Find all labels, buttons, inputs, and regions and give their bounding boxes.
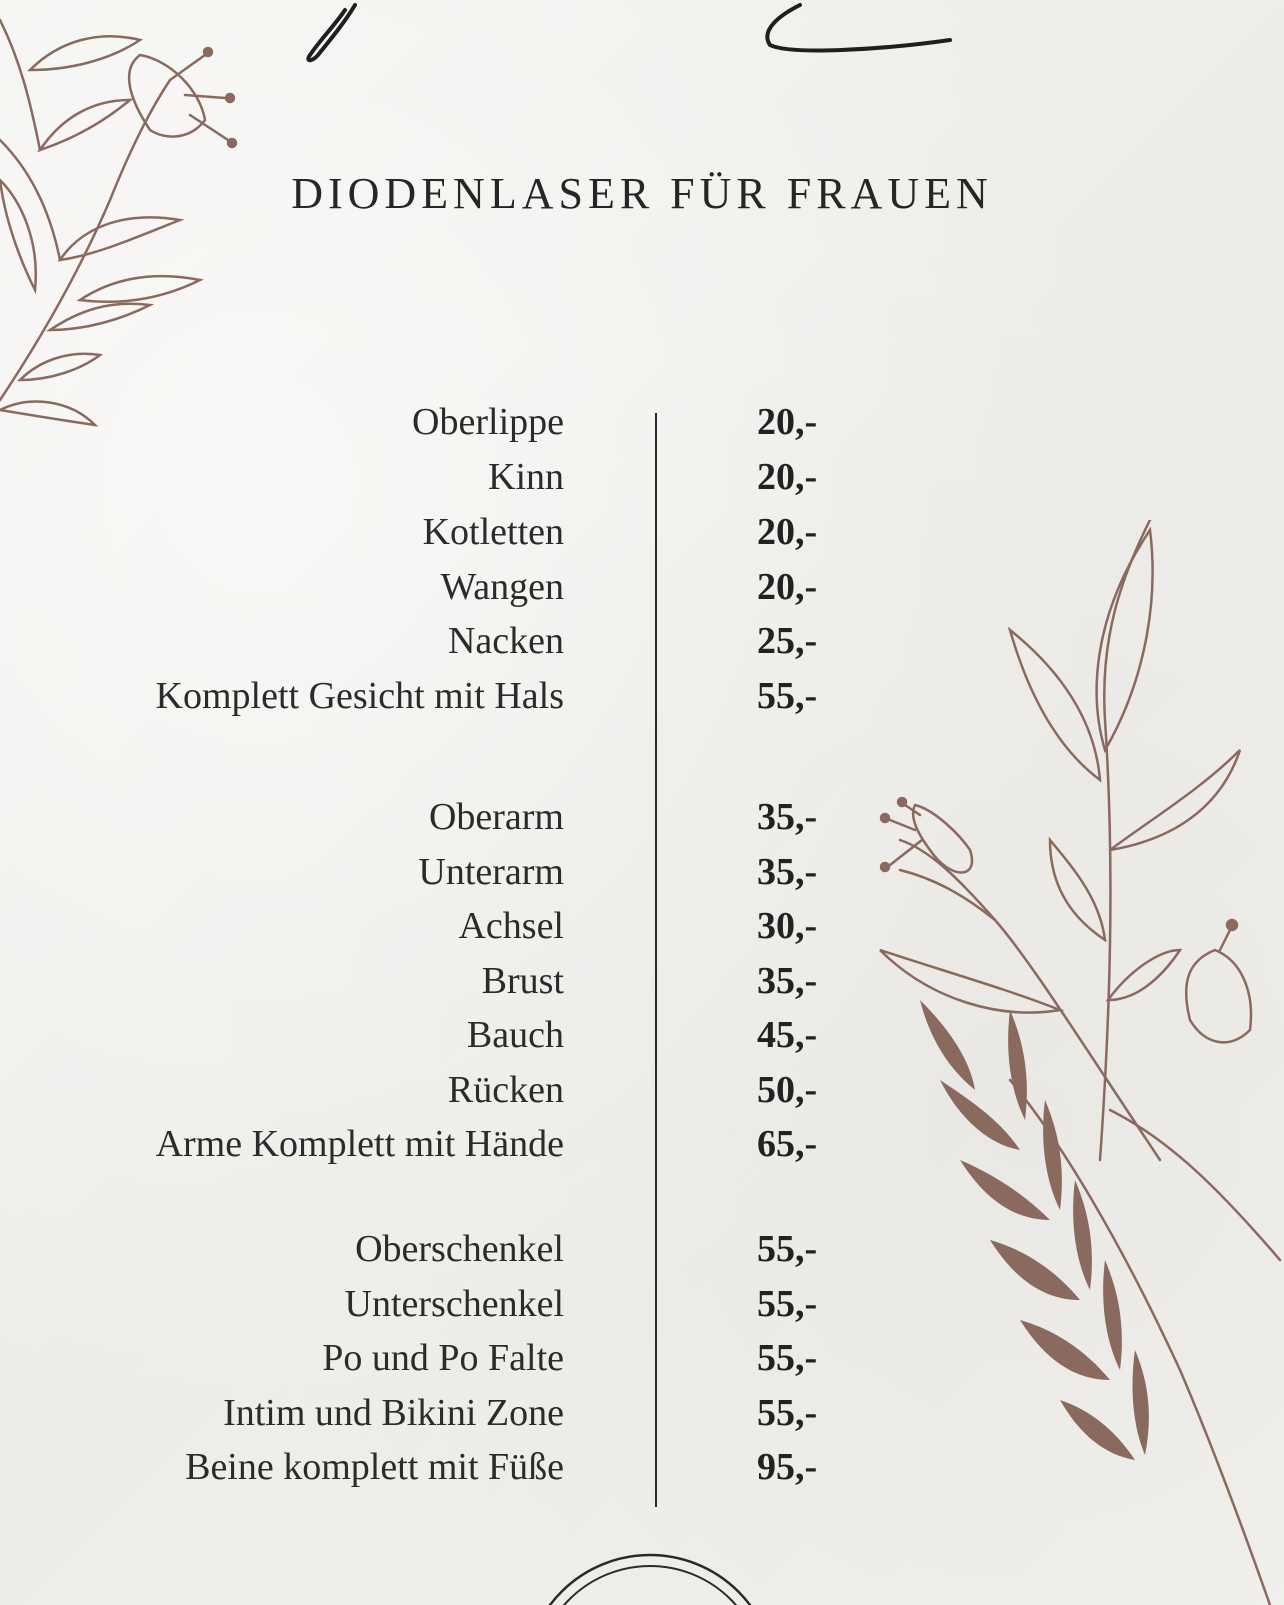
floral-illustration-top-left (0, 0, 260, 440)
price-row (0, 505, 1284, 559)
service-price: 65,- (757, 1123, 818, 1165)
price-row (0, 450, 1284, 504)
service-label: Rücken (447, 1069, 564, 1111)
price-row (0, 1008, 1284, 1062)
service-label: Unterarm (418, 851, 564, 893)
service-price: 35,- (757, 796, 818, 838)
service-price: 45,- (757, 1014, 818, 1056)
service-price: 55,- (757, 675, 818, 717)
service-price: 55,- (757, 1337, 818, 1379)
price-row (0, 669, 1284, 723)
price-row (0, 1440, 1284, 1494)
price-row (0, 560, 1284, 614)
price-row (0, 790, 1284, 844)
price-row (0, 1277, 1284, 1331)
service-label: Unterschenkel (344, 1283, 564, 1325)
service-label: Kinn (488, 456, 564, 498)
service-label: Bauch (466, 1014, 564, 1056)
service-price: 20,- (757, 401, 818, 443)
service-label: Wangen (440, 566, 564, 608)
page-title: DIODENLASER FÜR FRAUEN (291, 169, 993, 218)
service-label: Beine komplett mit Füße (185, 1446, 564, 1488)
service-label: Oberlippe (412, 401, 564, 443)
service-price: 55,- (757, 1392, 818, 1434)
price-row (0, 1063, 1284, 1117)
service-price: 20,- (757, 511, 818, 553)
service-label: Po und Po Falte (322, 1337, 564, 1379)
service-price: 35,- (757, 851, 818, 893)
service-price: 30,- (757, 905, 818, 947)
service-label: Oberschenkel (355, 1228, 564, 1270)
service-label: Komplett Gesicht mit Hals (155, 675, 564, 717)
price-row (0, 1386, 1284, 1440)
logo-circle (520, 1540, 780, 1605)
service-price: 55,- (757, 1228, 818, 1270)
price-row (0, 1222, 1284, 1276)
price-row (0, 1117, 1284, 1171)
service-price: 20,- (757, 566, 818, 608)
price-row (0, 614, 1284, 668)
service-price: 20,- (757, 456, 818, 498)
service-label: Brust (481, 960, 564, 1002)
service-price: 50,- (757, 1069, 818, 1111)
service-label: Kotletten (422, 511, 564, 553)
price-row (0, 899, 1284, 953)
price-row (0, 395, 1284, 449)
price-row (0, 845, 1284, 899)
price-row (0, 954, 1284, 1008)
service-label: Arme Komplett mit Hände (155, 1123, 564, 1165)
service-label: Intim und Bikini Zone (223, 1392, 564, 1434)
service-label: Nacken (447, 620, 564, 662)
service-price: 35,- (757, 960, 818, 1002)
service-price: 25,- (757, 620, 818, 662)
price-row (0, 1331, 1284, 1385)
service-label: Oberarm (428, 796, 564, 838)
service-price: 95,- (757, 1446, 818, 1488)
service-label: Achsel (458, 905, 564, 947)
service-price: 55,- (757, 1283, 818, 1325)
